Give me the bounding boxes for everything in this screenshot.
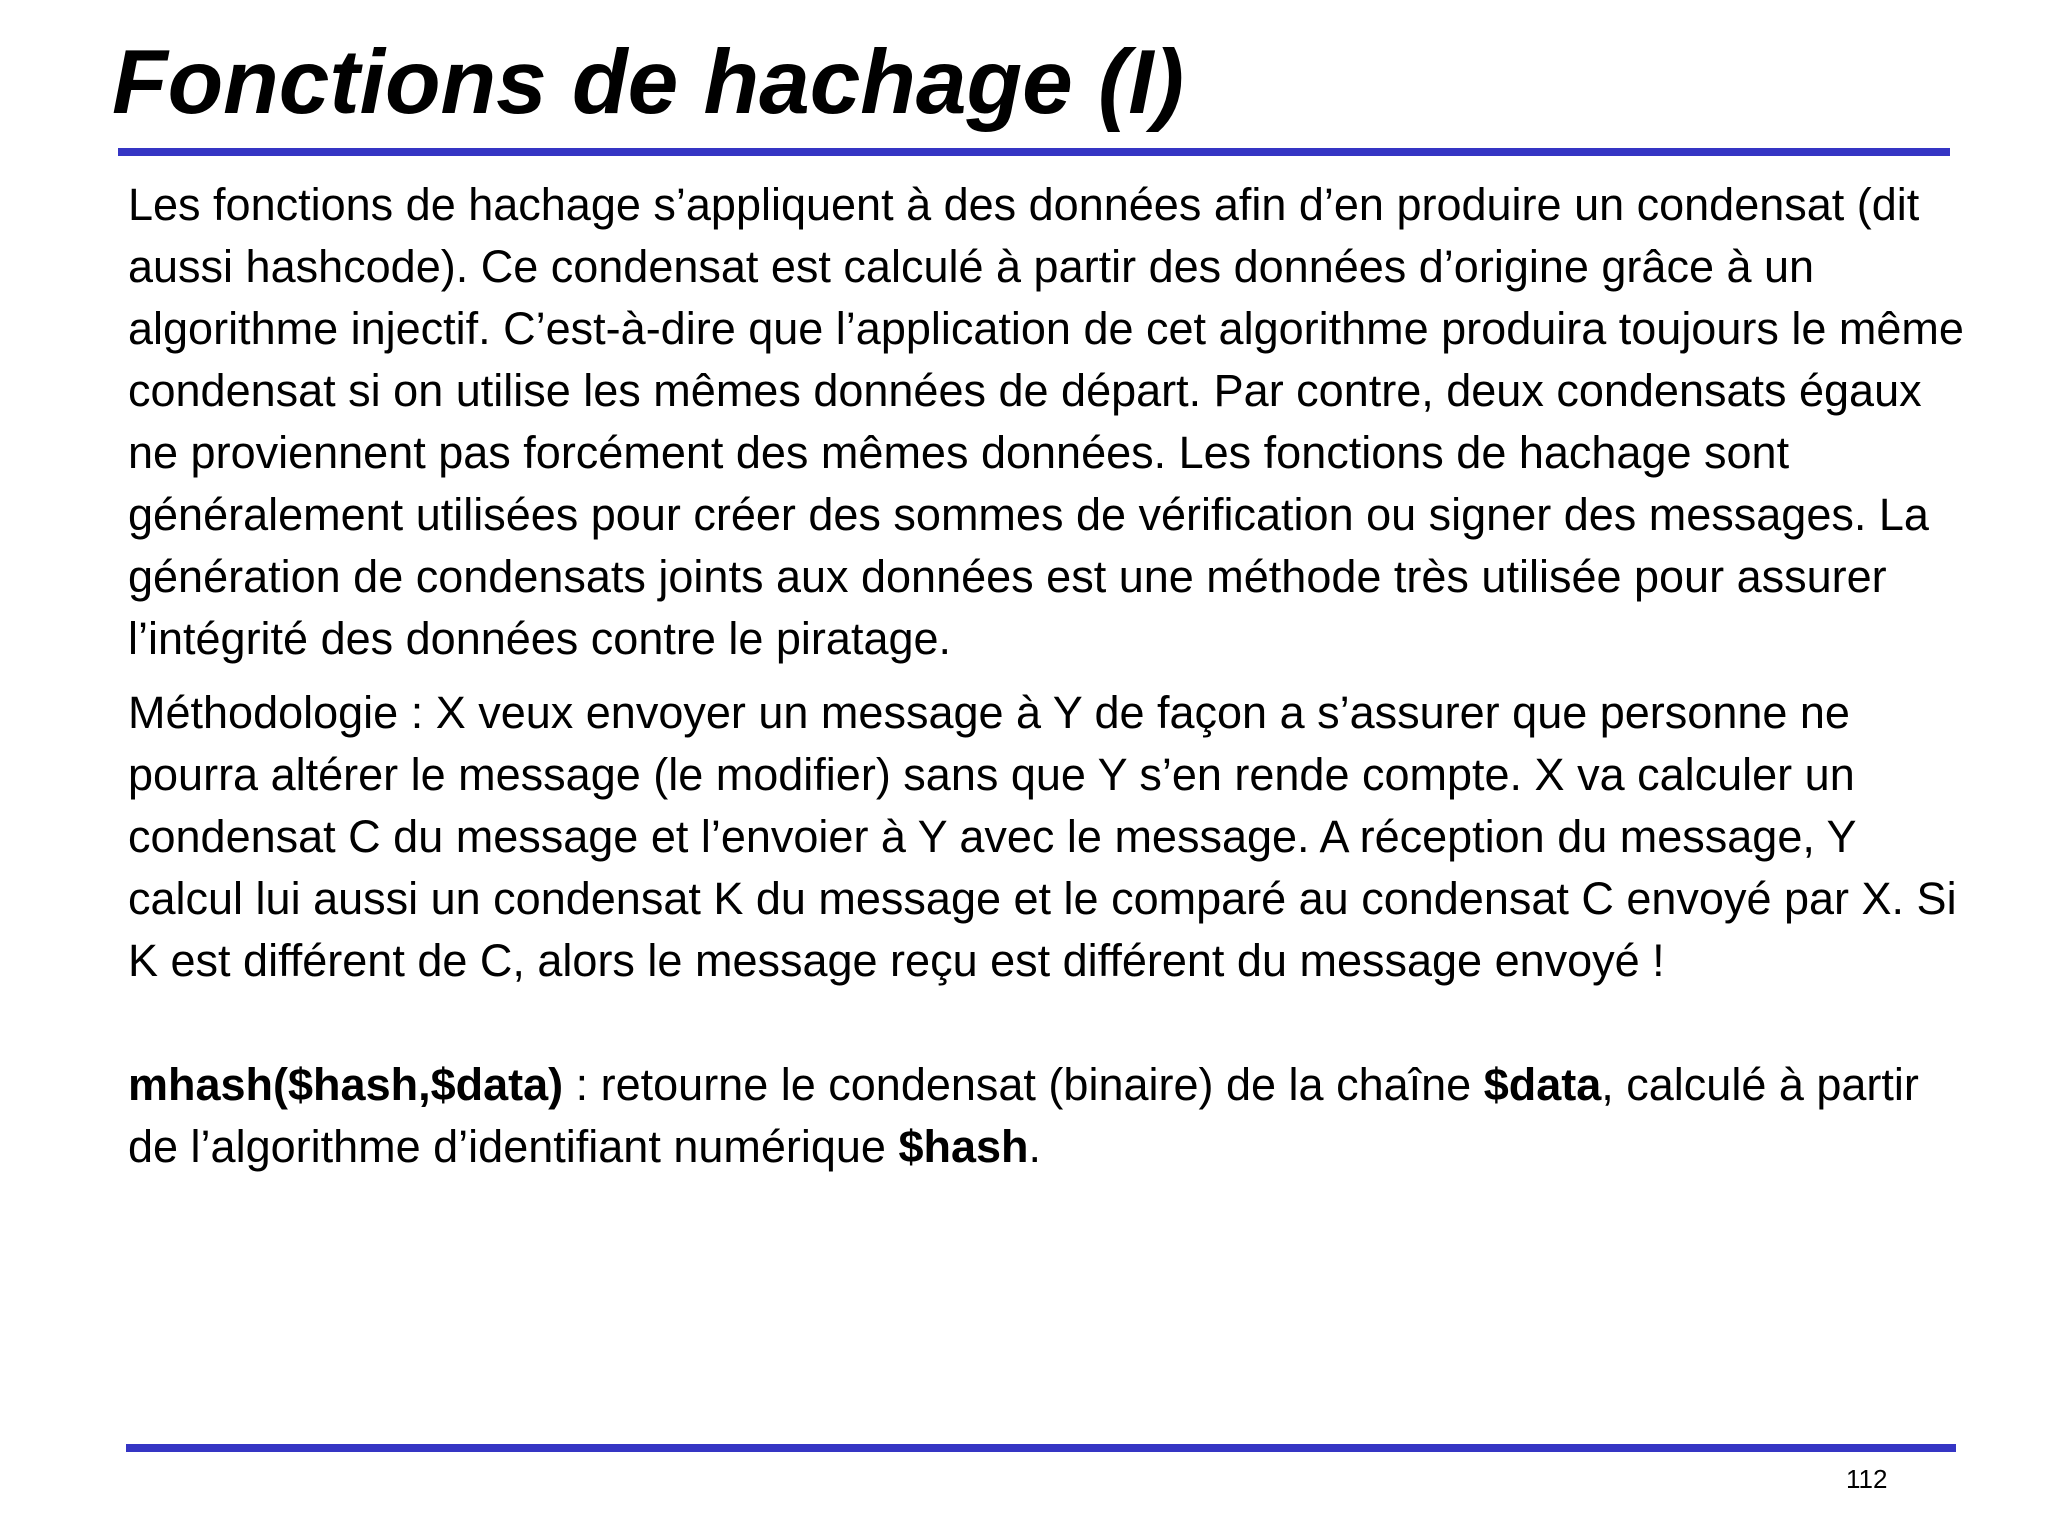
slide-title: Fonctions de hachage (I) xyxy=(112,32,1184,133)
param-data: $data xyxy=(1483,1059,1602,1110)
param-hash: $hash xyxy=(898,1121,1029,1172)
function-text-1: : retourne le condensat (binaire) de la chaîne xyxy=(563,1059,1484,1110)
methodology-paragraph: Méthodologie : X veux envoyer un message à Y de façon a s’assurer que personne ne pourra altérer le message (le modifier) sans que Y s’en rende compte. X va calculer un condensat C du message et l’envoier à Y avec le message. A réception du message, Y calcul lui aussi un condensat K du message et le comparé au condensat C envoyé par X. Si K est différent de C, alors le message reçu est différent du message envoyé ! xyxy=(128,687,1957,986)
function-text-2: , calculé à partir de l’algorithme d’identifiant numérique xyxy=(128,1059,1919,1172)
function-signature: mhash($hash,$data) xyxy=(128,1059,564,1110)
intro-paragraph: Les fonctions de hachage s’appliquent à des données afin d’en produire un condensat (dit aussi hashcode). Ce condensat est calculé à partir des données d’origine grâce à un algorithme injectif. C’est-à-dire que l’application de cet algorithme produira toujours le même condensat si on utilise les mêmes données de départ. Par contre, deux condensats égaux ne proviennent pas forcément des mêmes données. Les fonctions de hachage sont généralement utilisées pour créer des sommes de vérification ou signer des messages. La génération de condensats joints aux données est une méthode très utilisée pour assurer l’intégrité des données contre le piratage. xyxy=(128,179,1964,664)
slide-body xyxy=(128,174,1968,1178)
title-divider xyxy=(118,148,1950,156)
page-number: 112 xyxy=(1846,1464,1888,1494)
function-description xyxy=(128,1054,1968,1178)
footer-divider xyxy=(126,1444,1956,1452)
function-text-3: . xyxy=(1028,1121,1042,1172)
